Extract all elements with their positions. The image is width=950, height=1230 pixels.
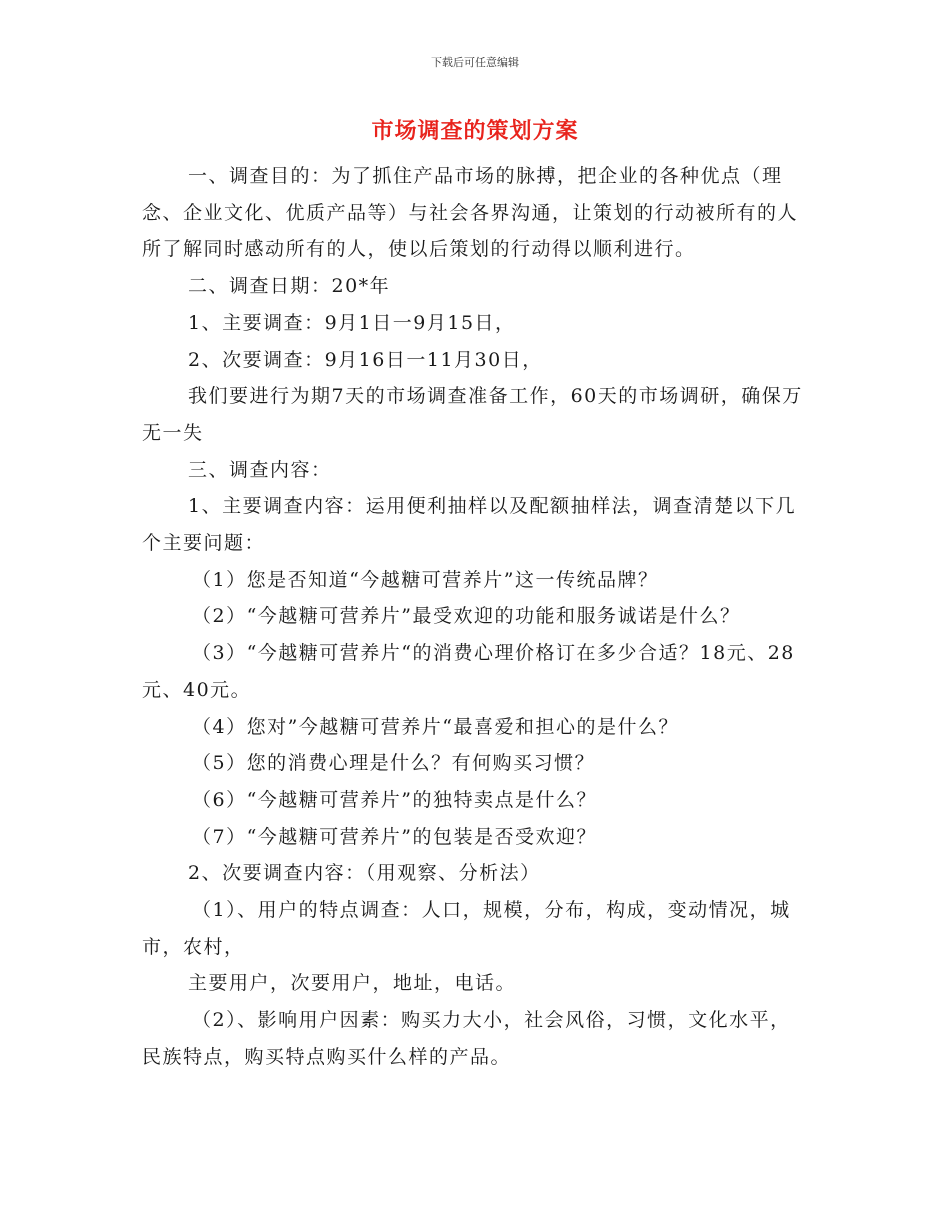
question-item-3: （3）“今越糖可营养片“的消费心理价格订在多少合适？18元、28元、40元。: [142, 642, 795, 701]
paragraph-main-content: 1、主要调查内容：运用便利抽样以及配额抽样法，调查清楚以下几个主要问题：: [142, 495, 797, 555]
question-item-1: （1）您是否知道“今越糖可营养片”这一传统品牌？: [192, 568, 659, 591]
secondary-item-1-continued: 主要用户，次要用户，地址，电话。: [188, 972, 517, 995]
question-item-6: （6）“今越糖可营养片”的独特卖点是什么？: [192, 788, 598, 811]
header-note: 下载后可任意编辑: [431, 56, 519, 69]
secondary-item-2: （2）、影响用户因素：购买力大小，社会风俗，习惯，文化水平，民族特点，购买特点购买什么样的产品。: [142, 1009, 791, 1068]
document-body: [142, 158, 808, 1076]
question-item-5: （5）您的消费心理是什么？有何购买习惯？: [192, 752, 596, 775]
paragraph-content-heading: 三、调查内容：: [188, 458, 332, 481]
paragraph-secondary-survey: 2、次要调查：9月16日一11月30日，: [188, 348, 543, 371]
paragraph-prep-work: 我们要进行为期7天的市场调查准备工作，60天的市场调研，确保万无一失: [142, 385, 803, 444]
paragraph-secondary-content: 2、次要调查内容：（用观察、分析法）: [188, 862, 541, 885]
paragraph-purpose: 一、调查目的：为了抓住产品市场的脉搏，把企业的各种优点（理念、企业文化、优质产品等）与社会各界沟通，让策划的行动被所有的人所了解同时感动所有的人，使以后策划的行动得以顺利进行。: [142, 165, 799, 261]
question-item-2: （2）“今越糖可营养片”最受欢迎的功能和服务诚诺是什么？: [192, 605, 741, 628]
question-item-4: （4）您对”今越糖可营养片“最喜爱和担心的是什么？: [192, 715, 680, 738]
paragraph-main-survey: 1、主要调查：9月1日一9月15日，: [188, 311, 516, 334]
document-title: 市场调查的策划方案: [371, 119, 579, 144]
secondary-item-1: （1）、用户的特点调查：人口，规模，分布，构成，变动情况，城市，农村，: [142, 899, 791, 958]
question-item-7: （7）“今越糖可营养片”的包装是否受欢迎？: [192, 825, 598, 848]
paragraph-date: 二、调查日期：20*年: [188, 275, 391, 298]
